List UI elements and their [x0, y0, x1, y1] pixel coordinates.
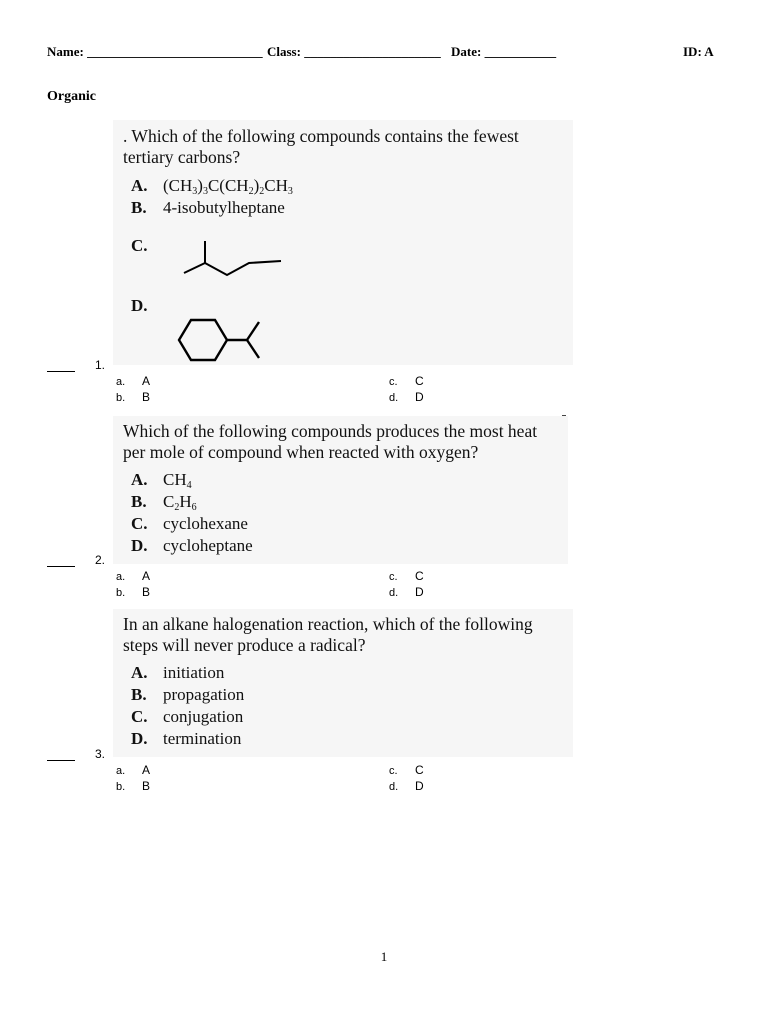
answer-choice: d. D — [389, 779, 424, 793]
question-option: D. — [131, 296, 148, 315]
question-1-image — [113, 120, 573, 365]
name-field-label: Name: ___________________________ — [47, 44, 263, 59]
answer-choice: b. B — [116, 390, 151, 404]
answer-blank[interactable] — [47, 760, 75, 761]
question-2-image — [113, 416, 568, 564]
answer-choice: d. D — [389, 390, 424, 404]
id-label: ID: A — [683, 44, 714, 59]
answer-choice: d. D — [389, 585, 424, 599]
answer-choice: a. A — [116, 569, 151, 583]
answer-choice: b. B — [116, 779, 151, 793]
answer-choice: b. B — [116, 585, 151, 599]
question-prompt: . Which of the following compounds contains the fewest tertiary carbons? — [123, 126, 519, 167]
question-option: A. initiation — [131, 663, 225, 682]
answer-choice: c. C — [389, 763, 424, 777]
question-option: A. $(CH_3)_3C(CH_2)_2CH_3$ — [131, 176, 293, 197]
answer-blank[interactable] — [47, 566, 75, 567]
question-option: D. cycloheptane — [131, 536, 253, 555]
question-option: C. conjugation — [131, 707, 244, 726]
answer-choice: c. C — [389, 569, 424, 583]
question-option: B. $C_2H_6$ — [131, 492, 197, 513]
question-3-image — [113, 609, 573, 757]
question-option: C. — [131, 236, 148, 255]
question-prompt: In an alkane halogenation reaction, which of the following steps will never produce a radical? — [123, 614, 533, 655]
answer-choice: c. C — [389, 374, 424, 388]
answer-blank[interactable] — [47, 371, 75, 372]
answer-choice: a. A — [116, 763, 151, 777]
question-option: A. $CH_4$ — [131, 470, 192, 491]
page-number: 1 — [380, 949, 388, 964]
question-option: B. propagation — [131, 685, 245, 704]
date-field-label: Date: ___________ — [451, 44, 557, 59]
question-prompt: Which of the following compounds produces the most heat per mole of compound when reacted with oxygen? — [123, 421, 538, 462]
class-field-label: Class: _____________________ — [267, 44, 441, 59]
question-option: D. termination — [131, 729, 242, 748]
question-number: 2. — [95, 553, 106, 567]
worksheet-title: Organic — [47, 89, 96, 104]
structure-d-skeletal-formula — [175, 316, 271, 365]
structure-c-skeletal-formula — [181, 238, 285, 282]
question-number: 1. — [95, 358, 106, 372]
question-number: 3. — [95, 747, 106, 761]
question-option: B. 4-isobutylheptane — [131, 198, 285, 217]
answer-choice: a. A — [116, 374, 151, 388]
question-option: C. cyclohexane — [131, 514, 248, 533]
